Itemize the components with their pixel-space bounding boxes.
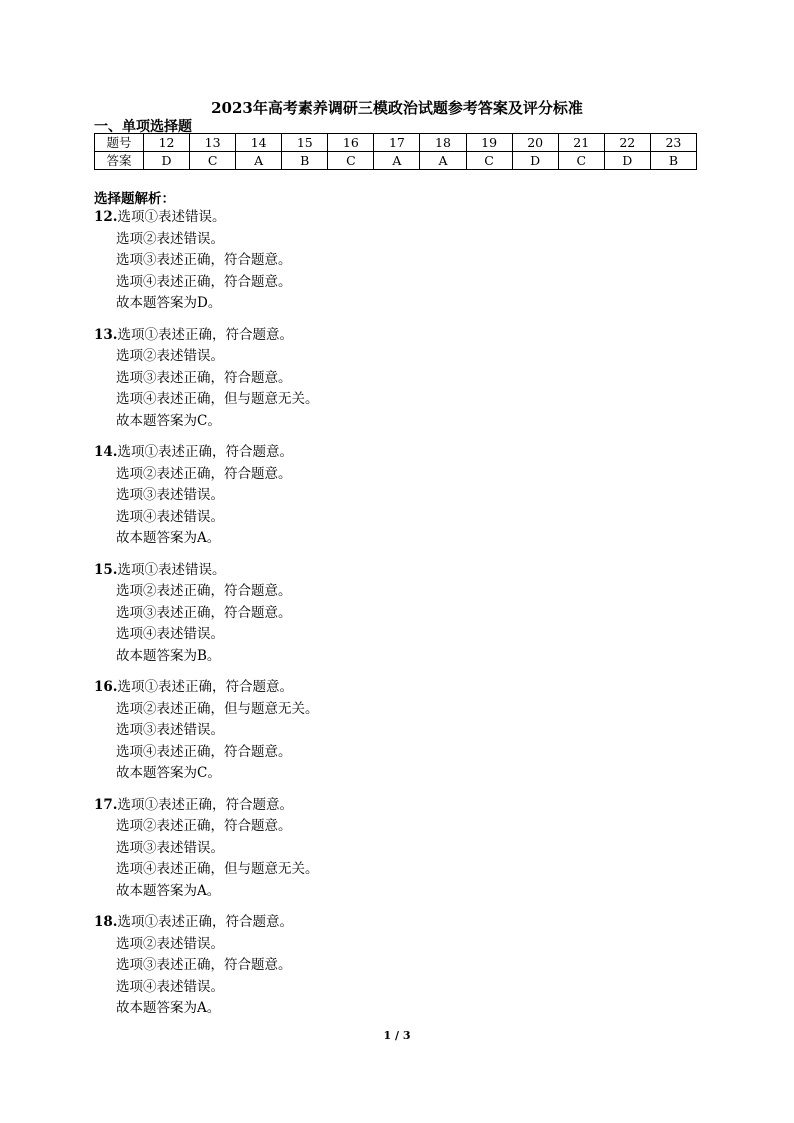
answer-cell: A (420, 152, 466, 170)
explanation-line: 选项④表述错误。 (116, 626, 224, 642)
explanation-line: 选项②表述正确，符合题意。 (116, 465, 292, 482)
question-block (94, 560, 319, 668)
answer-cell: A (374, 152, 420, 170)
answer-cell: C (190, 152, 236, 170)
question-number: 15. (94, 561, 118, 578)
answer-cell: D (604, 152, 650, 170)
page-number: 1 / 3 (383, 1029, 411, 1042)
explanation-line: 选项①表述正确，符合题意。 (117, 326, 293, 343)
answer-cell: B (650, 152, 696, 170)
question-block (94, 912, 319, 1020)
question-number-cell: 21 (558, 134, 604, 152)
explanation-line: 选项①表述错误。 (117, 209, 226, 225)
explanation-line: 选项③表述错误。 (116, 487, 224, 503)
question-block (94, 677, 319, 785)
question-number: 14. (94, 444, 118, 460)
explanation-line: 选项①表述正确，符合题意。 (117, 914, 293, 930)
explanation-line: 选项④表述错误。 (116, 978, 224, 995)
explanation-line: 选项②表述错误。 (116, 230, 224, 247)
question-number: 18. (94, 914, 118, 930)
answer-line: 故本题答案为A。 (116, 882, 221, 899)
row-label-number: 题号 (95, 134, 144, 152)
answer-cell: B (282, 152, 328, 170)
explanation-line: 选项②表述正确，符合题意。 (116, 818, 292, 834)
explanation-line: 选项④表述正确，符合题意。 (116, 743, 292, 760)
explanation-line: 选项③表述错误。 (116, 839, 224, 856)
explanation-line: 选项③表述正确，符合题意。 (116, 604, 292, 621)
explanation-line: 选项②表述正确，但与题意无关。 (116, 700, 319, 717)
question-number-cell: 19 (466, 134, 512, 152)
answer-cell: A (236, 152, 282, 170)
answer-cell: C (328, 152, 374, 170)
analysis-heading: 选择题解析： (94, 191, 175, 207)
explanation-line: 选项④表述错误。 (116, 508, 224, 525)
answer-line: 故本题答案为A。 (116, 530, 221, 546)
section-heading: 一、单项选择题 (94, 119, 192, 135)
question-number-cell: 14 (236, 134, 282, 152)
explanation-line: 选项①表述正确，符合题意。 (117, 796, 293, 813)
answer-cell: C (466, 152, 512, 170)
explanation-line: 选项①表述错误。 (117, 561, 226, 578)
question-number-cell: 23 (650, 134, 696, 152)
explanation-line: 选项②表述错误。 (116, 935, 224, 952)
answer-line: 故本题答案为C。 (116, 412, 221, 429)
question-number-cell: 13 (190, 134, 236, 152)
question-number: 17. (94, 796, 118, 813)
explanation-line: 选项④表述正确，但与题意无关。 (116, 391, 319, 407)
question-number-cell: 20 (512, 134, 558, 152)
explanation-line: 选项④表述正确，符合题意。 (116, 273, 292, 290)
table-row-numbers (95, 134, 697, 152)
answer-cell: C (558, 152, 604, 170)
answer-line: 故本题答案为C。 (116, 765, 221, 781)
question-number-cell: 22 (604, 134, 650, 152)
explanation-line: 选项②表述错误。 (116, 348, 224, 364)
question-block (94, 442, 319, 550)
question-number-cell: 16 (328, 134, 374, 152)
explanation-line: 选项④表述正确，但与题意无关。 (116, 861, 319, 877)
answer-line: 故本题答案为A。 (116, 1000, 221, 1016)
question-number-cell: 17 (374, 134, 420, 152)
question-number: 16. (94, 679, 118, 695)
explanation-line: 选项③表述正确，符合题意。 (116, 252, 292, 268)
answer-cell: D (512, 152, 558, 170)
question-block (94, 207, 319, 315)
explanation-line: 选项③表述正确，符合题意。 (116, 957, 292, 973)
row-label-answer: 答案 (95, 152, 144, 170)
explanation-line: 选项②表述正确，符合题意。 (116, 583, 292, 599)
question-explanations (94, 207, 319, 1030)
answer-line: 故本题答案为B。 (116, 647, 221, 664)
question-number: 12. (94, 209, 118, 225)
question-block (94, 795, 319, 903)
answer-table (94, 133, 697, 170)
document-title: 2023年高考素养调研三模政治试题参考答案及评分标准 (211, 99, 583, 117)
explanation-line: 选项①表述正确，符合题意。 (117, 444, 293, 460)
question-block (94, 325, 319, 433)
explanation-line: 选项①表述正确，符合题意。 (117, 679, 293, 695)
question-number: 13. (94, 326, 118, 343)
answer-cell: D (144, 152, 190, 170)
question-number-cell: 15 (282, 134, 328, 152)
explanation-line: 选项③表述正确，符合题意。 (116, 369, 292, 386)
question-number-cell: 12 (144, 134, 190, 152)
table-row-answers (95, 152, 697, 170)
answer-line: 故本题答案为D。 (116, 295, 222, 311)
explanation-line: 选项③表述错误。 (116, 722, 224, 738)
question-number-cell: 18 (420, 134, 466, 152)
